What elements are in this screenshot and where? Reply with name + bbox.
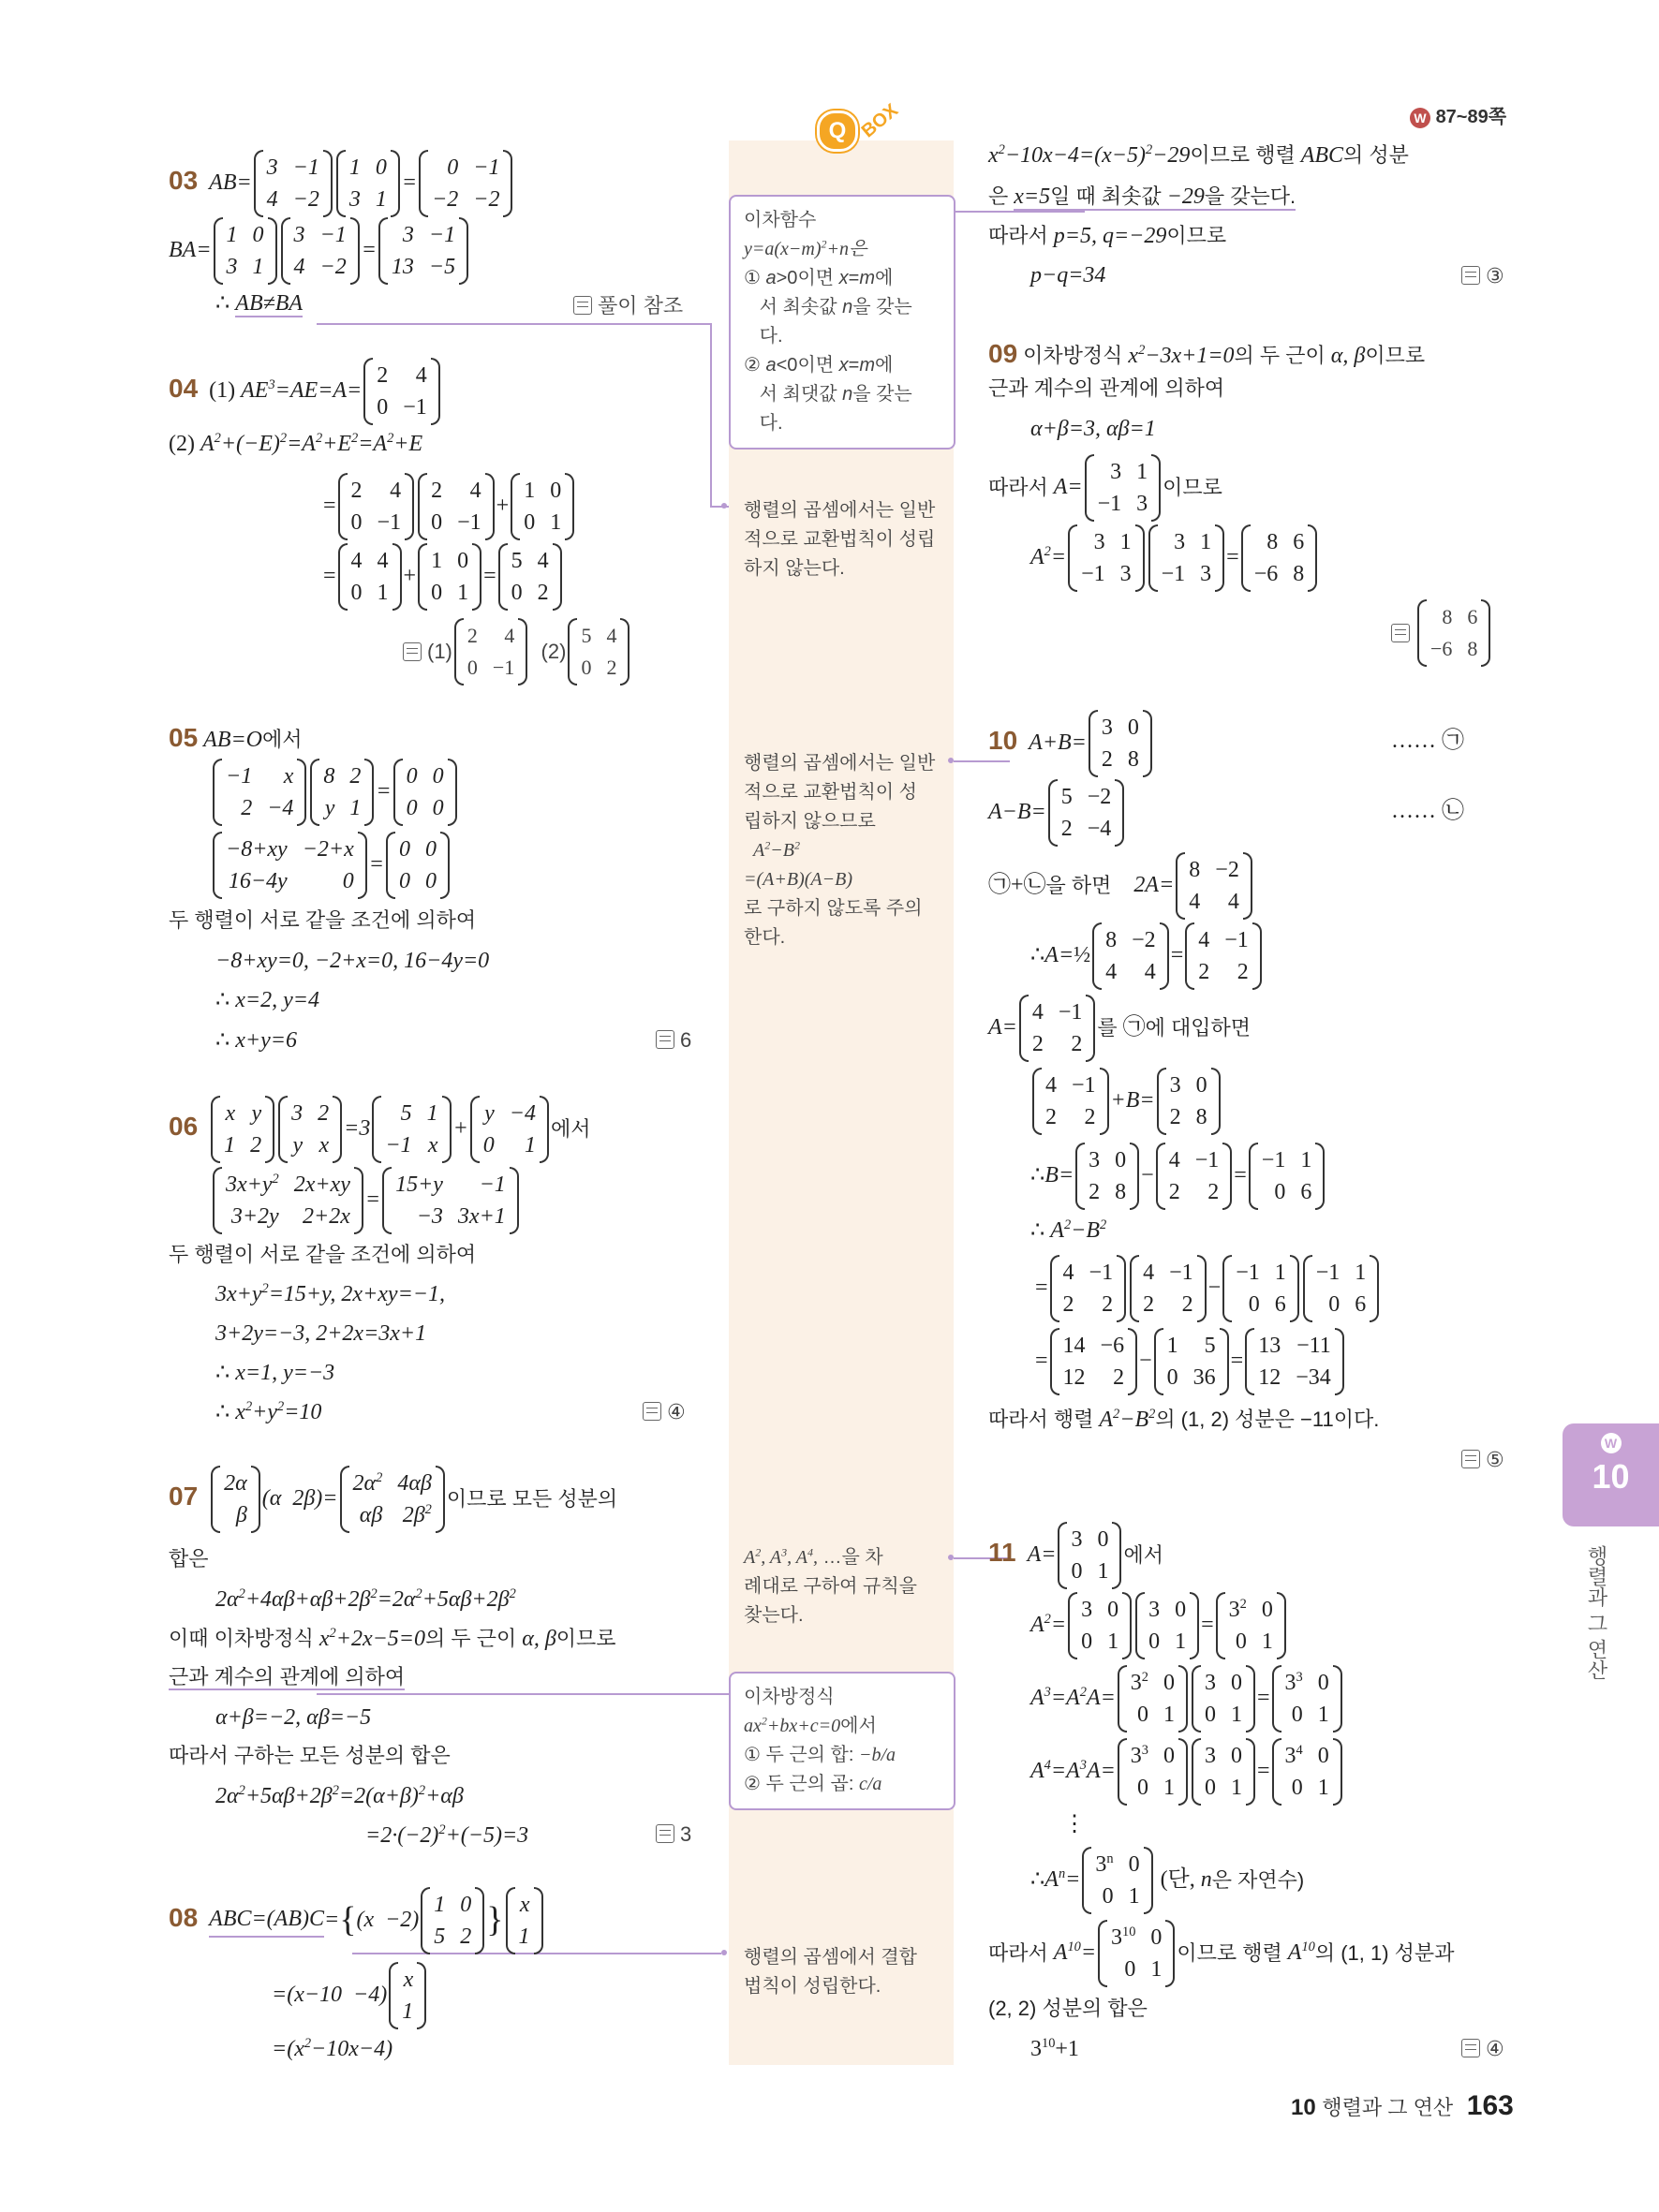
problem-11-dots: ⋮ [1063, 1812, 1086, 1836]
w-circle-icon: W [1601, 1433, 1622, 1453]
problem-08-continued-4: p−q=34 [1030, 263, 1106, 288]
problem-09-a: 따라서 A= 3 1 −1 3 이므로 [988, 454, 1222, 522]
problem-03: 03 AB= 3 −1 4 −2 1 0 3 1 = 0 −1 −2 −2 [169, 150, 514, 217]
problem-10-c2: = 14 −6 12 2 − 1 5 0 36 = 13 −11 12 −34 [1035, 1328, 1346, 1395]
connector-dot [721, 1950, 727, 1955]
page-range: 87~89쪽 [1435, 107, 1507, 127]
problem-08-continued-3: 따라서 p=5, q=−29이므로 [988, 224, 1227, 248]
problem-11-sum: $3^{10}+1$ [1030, 2036, 1079, 2061]
problem-08-step2: $=(x^2-10x-4)$ [272, 2036, 393, 2061]
eq-marker-1: …… ㉠ [1391, 729, 1464, 753]
problem-04-step2: = 4 4 0 1 + 1 0 0 1 = 5 4 0 2 [323, 543, 564, 611]
answer-05: 6 [656, 1028, 691, 1053]
side-note-commutative: 행렬의 곱셈에서는 일반 적으로 교환법칙이 성립 하지 않는다. [744, 500, 936, 579]
problem-number: 06 [169, 1112, 199, 1142]
side-note-powers: $A^2$, $A^3$, $A^4$, …을 차 례대로 구하여 규칙을 찾는다. [744, 1545, 917, 1626]
chapter-tab [1563, 1423, 1659, 1526]
qbox-title: 이차방정식 [744, 1687, 835, 1707]
problem-number: 05 [169, 723, 199, 752]
problem-05-sum: ∴ x+y=6 [215, 1028, 297, 1053]
problem-09-text: 근과 계수의 관계에 의하여 [988, 376, 1225, 400]
problem-06: 06 x y 1 2 3 2 y x =3 5 1 −1 x + y −4 0 1 에서 [169, 1096, 590, 1163]
problem-07-text2: 이때 이차방정식 $x^2+2x-5=0$의 두 근이 α, β이므로 [169, 1626, 616, 1651]
answer-03: 풀이 참조 [573, 290, 683, 319]
problem-08-continued: $x^2-10x-4=(x-5)^2-29$이므로 행렬 ABC의 성분 [988, 142, 1409, 168]
eq-marker-2: …… ㉡ [1391, 799, 1464, 823]
answer-icon [643, 1402, 661, 1421]
problem-05-sol: ∴ x=2, y=4 [215, 988, 319, 1012]
w-circle-icon: W [1410, 108, 1430, 128]
problem-number: 07 [169, 1482, 199, 1512]
footer-page-num: 163 [1466, 2090, 1514, 2121]
problem-08: 08 ABC=(AB)C = { (x −2) 1 0 5 2 } x 1 [169, 1887, 545, 1954]
problem-number: 11 [988, 1538, 1016, 1568]
answer-08: ③ [1461, 264, 1504, 288]
problem-07-eq2: α+β=−2, αβ=−5 [215, 1705, 372, 1730]
problem-07-eq1: $2\alpha^2+4\alpha\beta+\alpha\beta+2\beta^2=2\alpha^2+5\alpha\beta+2\beta^2$ [215, 1586, 516, 1612]
problem-04: 04 (1) $AE^3=AE=A=$ 2 4 0 −1 [169, 358, 442, 425]
problem-08-continued-2: 은 x=5일 때 최솟값 −29을 갖는다. [988, 184, 1296, 209]
problem-10-add: ㉠+㉡ 을 하면 2A= 8 −2 4 4 [988, 852, 1254, 920]
page-footer [1291, 2090, 1514, 2122]
answer-06: ④ [643, 1400, 686, 1424]
qbox-label: BOX [857, 99, 903, 142]
problem-08-step1: =(x−10 −4) x 1 [272, 1962, 428, 2029]
problem-09-a2: $A^2=$ 3 1 −1 3 3 1 −1 3 = 8 6 −6 8 [1030, 524, 1319, 592]
problem-06-eq1: $3x+y^2=15+y$, 2x+xy=−1, [215, 1281, 445, 1306]
qbox-line: 다. [759, 326, 783, 347]
answer-11: ④ [1461, 2037, 1504, 2061]
answer-icon [656, 1030, 674, 1049]
problem-10-c1: = 4 −1 2 2 4 −1 2 2 − −1 1 0 6 −1 1 0 6 [1035, 1255, 1381, 1322]
answer-icon [1391, 624, 1410, 642]
qbox-logo [817, 99, 903, 152]
answer-10: ⑤ [1461, 1448, 1504, 1472]
page-header [1410, 101, 1506, 128]
problem-11-a3: $A^3=A^2A=$ $3^2$ 0 0 1 3 0 0 1 = $3^3$ 0 0 1 [1030, 1665, 1344, 1733]
connector-dot [948, 758, 954, 763]
problem-07-text: 합은 [169, 1547, 209, 1571]
problem-09-eq: α+β=3, αβ=1 [1030, 417, 1156, 441]
qbox-line: ① a>0이면 x=m에 [744, 268, 894, 288]
problem-07: 07 2α β (α 2β)= $2\alpha^2$ 4αβ αβ $2\beta^2$ 이므로 모든 성분의 [169, 1466, 617, 1533]
problem-07-eq4: $=2\cdot(-2)^2+(-5)=3$ [365, 1822, 529, 1848]
problem-number: 10 [988, 726, 1018, 756]
problem-10-b2: ∴ B= 3 0 2 8 − 4 −1 2 2 = −1 1 0 6 [1030, 1143, 1326, 1210]
problem-10-diff: A−B= 5 −2 2 −4 [988, 779, 1126, 847]
problem-11-a10: 따라서 $A^{10}=$ $3^{10}$ 0 0 1 이므로 행렬 $A^{10}$ 의 (1, 1) 성분과 [988, 1920, 1454, 1987]
problem-number: 08 [169, 1903, 199, 1933]
qbox-line: ② 두 근의 곱: c/a [744, 1774, 882, 1794]
connector [710, 323, 712, 506]
problem-03-conclusion: ∴ AB≠BA [215, 291, 304, 316]
footer-chapter-num: 10 [1291, 2095, 1316, 2120]
problem-10-subst: A= 4 −1 2 2 를 ㉠ 에 대입하면 [988, 995, 1251, 1062]
side-note-associative: 행렬의 곱셈에서 결합 법칙이 성립한다. [744, 1947, 917, 1997]
qbox-quadratic-equation [729, 1672, 955, 1810]
problem-04-step1: = 2 4 0 −1 2 4 0 −1 + 1 0 0 1 [323, 473, 576, 540]
connector-dot [721, 503, 727, 509]
problem-07-text4: 따라서 구하는 모든 성분의 합은 [169, 1744, 451, 1767]
problem-05-eq: −8+xy=0, −2+x=0, 16−4y=0 [215, 949, 490, 973]
answer-icon [1461, 266, 1480, 285]
qbox-line: 서 최솟값 n을 갖는 [759, 297, 912, 317]
problem-06-sol: ∴ x=1, y=−3 [215, 1361, 335, 1385]
qbox-formula: $y=a(x-m)^2+n$은 [744, 237, 867, 259]
problem-10-c: ∴ $A^2-B^2$ [1030, 1217, 1107, 1243]
problem-05-text: 두 행렬이 서로 같을 조건에 의하여 [169, 908, 477, 932]
qbox-line: 서 최댓값 n을 갖는 [759, 384, 912, 405]
answer-icon [403, 642, 422, 661]
problem-07-text3: 근과 계수의 관계에 의하여 [169, 1665, 406, 1688]
problem-11-an: ∴ $A^n=$ $3^n$ 0 0 1 (단, n 은 자연수) [1030, 1847, 1304, 1914]
qbox-line: ① 두 근의 합: −b/a [744, 1745, 896, 1765]
problem-05: 05 AB=O에서 [169, 723, 303, 752]
problem-11-text: (2, 2) 성분의 합은 [988, 1997, 1148, 2020]
problem-11: 11 A= 3 0 0 1 에서 [988, 1522, 1163, 1589]
problem-number: 03 [169, 166, 199, 196]
answer-icon [656, 1824, 674, 1843]
problem-number: 04 [169, 374, 199, 404]
problem-07-eq3: $2\alpha^2+5\alpha\beta+2\beta^2=2(\alpha+\beta)^2+\alpha\beta$ [215, 1783, 464, 1808]
qbox-quadratic-function [729, 195, 955, 450]
problem-05-step1: −1 x 2 −4 8 2 y 1 = 0 0 0 0 [211, 759, 459, 836]
answer-04: (1) 2 4 0 −1 (2) 5 4 0 2 [403, 618, 631, 686]
connector [317, 1693, 729, 1695]
qbox-line: $ax^2+bx+c=0$에서 [744, 1714, 877, 1736]
answer-07: 3 [656, 1822, 691, 1847]
side-note-difference-of-squares: 행렬의 곱셈에서는 일반 적으로 교환법칙이 성 립하지 않으므로 $A^2-B^2$ =(A+B)(A−B) 로 구하지 않도록 주의 한다. [744, 753, 936, 948]
q-icon: Q [817, 111, 858, 152]
problem-10-result: 따라서 행렬 $A^2-B^2$의 (1, 2) 성분은 −11이다. [988, 1407, 1380, 1432]
problem-06-sum: ∴ $x^2+y^2=10$ [215, 1399, 322, 1424]
problem-06-eq2: 3+2y=−3, 2+2x=3x+1 [215, 1321, 427, 1346]
answer-icon [1461, 1450, 1480, 1468]
answer-09: 8 6 −6 8 [1391, 599, 1492, 667]
qbox-line: 다. [759, 413, 783, 434]
problem-04-part2: (2) $A^2+(-E)^2=A^2+E^2=A^2+E$ [169, 431, 423, 456]
problem-06-step1: $3x+y^2$ 2x+xy 3+2y 2+2x = 15+y −1 −3 3x+1 [211, 1167, 521, 1245]
answer-icon [573, 296, 592, 315]
problem-11-a2: $A^2=$ 3 0 0 1 3 0 0 1 = $3^2$ 0 0 1 [1030, 1592, 1288, 1659]
problem-10: 10 A+B= 3 0 2 8 [988, 710, 1154, 777]
problem-11-a4: $A^4=A^3A=$ $3^3$ 0 0 1 3 0 0 1 = $3^4$ 0 0 1 [1030, 1738, 1344, 1806]
footer-chapter-title: 행렬과 그 연산 [1322, 2096, 1454, 2119]
problem-05-step2: −8+xy −2+x 16−4y 0 = 0 0 0 0 [211, 832, 452, 909]
problem-03-ba: BA= 1 0 3 1 3 −1 4 −2 = 3 −1 13 −5 [169, 217, 470, 285]
connector-dot [948, 1555, 954, 1560]
problem-09: 09 이차방정식 $x^2-3x+1=0$의 두 근이 α, β이므로 [988, 339, 1426, 368]
qbox-title: 이차함수 [744, 210, 817, 230]
chapter-tab-num: 10 [1592, 1457, 1630, 1496]
connector [317, 323, 710, 325]
answer-icon [1461, 2039, 1480, 2057]
problem-10-b1: 4 −1 2 2 +B= 3 0 2 8 [1030, 1068, 1222, 1145]
problem-06-text: 두 행렬이 서로 같을 조건에 의하여 [169, 1243, 477, 1266]
problem-10-a: ∴ A= ½ 8 −2 4 4 = 4 −1 2 2 [1030, 922, 1264, 990]
qbox-line: ② a<0이면 x=m에 [744, 355, 894, 376]
chapter-tab-label: 행렬과 그 연산 [1585, 1545, 1608, 1681]
problem-number: 09 [988, 339, 1018, 368]
